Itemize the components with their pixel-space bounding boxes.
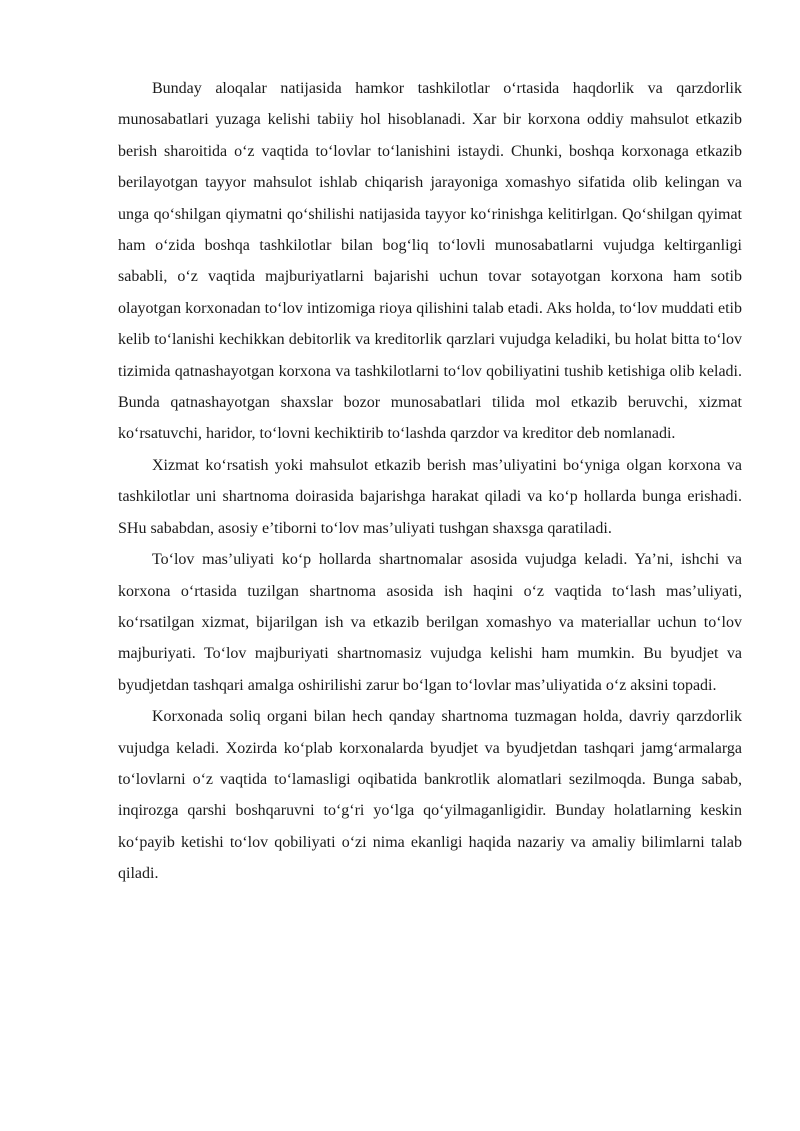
paragraph: Korxonada soliq organi bilan hech qanday shartnoma tuzmagan holda, davriy qarzdorlik vujudga keladi. Xozirda koʻplab korxonalarda byudjet va byudjetdan tashqari jamgʻarmalarga toʻlovlarni oʻz vaqtida toʻlamasligi oqibatida bankrotlik alomatlari sezilmoqda. Bunga sabab, inqirozga qarshi boshqaruvni toʻgʻri yoʻlga qoʻyilmaganligidir. Bunday holatlarning keskin koʻpayib ketishi toʻlov qobiliyati oʻzi nima ekanligi haqida nazariy va amaliy bilimlarni talab qiladi. (118, 708, 742, 883)
paragraph: Bunday aloqalar natijasida hamkor tashkilotlar oʻrtasida haqdorlik va qarzdorlik munosabatlari yuzaga kelishi tabiiy hol hisoblanadi. Xar bir korxona oddiy mahsulot etkazib berish sharoitida oʻz vaqtida toʻlovlar toʻlanishini istaydi. Chunki, boshqa korxonaga etkazib berilayotgan tayyor mahsulot ishlab chiqarish jarayoniga xomashyo sifatida olib kelingan va unga qoʻshilgan qiymatni qoʻshilishi natijasida tayyor koʻrinishga kelitirlgan. Qoʻshilgan qyimat ham oʻzida boshqa tashkilotlar bilan bogʻliq toʻlovli munosabatlarni vujudga keltirganligi sababli, oʻz vaqtida majburiyatlarni bajarishi uchun tovar sotayotgan korxona ham sotib olayotgan korxonadan toʻlov intizomiga rioya qilishini talab etadi. Aks holda, toʻlov muddati etib kelib toʻlanishi kechikkan debitorlik va kreditorlik qarzlari vujudga keladiki, bu holat bitta toʻlov tizimida qatnashayotgan korxona va tashkilotlarni toʻlov qobiliyatini tushib ketishiga olib keladi. Bunda qatnashayotgan shaxslar bozor munosabatlari tilida mol etkazib beruvchi, xizmat koʻrsatuvchi, haridor, toʻlovni kechiktirib toʻlashda qarzdor va kreditor deb nomlanadi. (118, 80, 742, 443)
paragraph: Xizmat koʻrsatish yoki mahsulot etkazib berish mas’uliyatini boʻyniga olgan korxona va tashkilotlar uni shartnoma doirasida bajarishga harakat qiladi va koʻp hollarda bunga erishadi. SHu sababdan, asosiy e’tiborni toʻlov mas’uliyati tushgan shaxsga qaratiladi. (118, 456, 742, 537)
text-body (118, 73, 742, 890)
paragraph: Toʻlov mas’uliyati koʻp hollarda shartnomalar asosida vujudga keladi. Ya’ni, ishchi va korxona oʻrtasida tuzilgan shartnoma asosida ish haqini oʻz vaqtida toʻlash mas’uliyati, koʻrsatilgan xizmat, bijarilgan ish va etkazib berilgan xomashyo va materiallar uchun toʻlov majburiyati. Toʻlov majburiyati shartnomasiz vujudga kelishi ham mumkin. Bu byudjet va byudjetdan tashqari amalga oshirilishi zarur boʻlgan toʻlovlar mas’uliyatida oʻz aksini topadi. (118, 551, 742, 694)
